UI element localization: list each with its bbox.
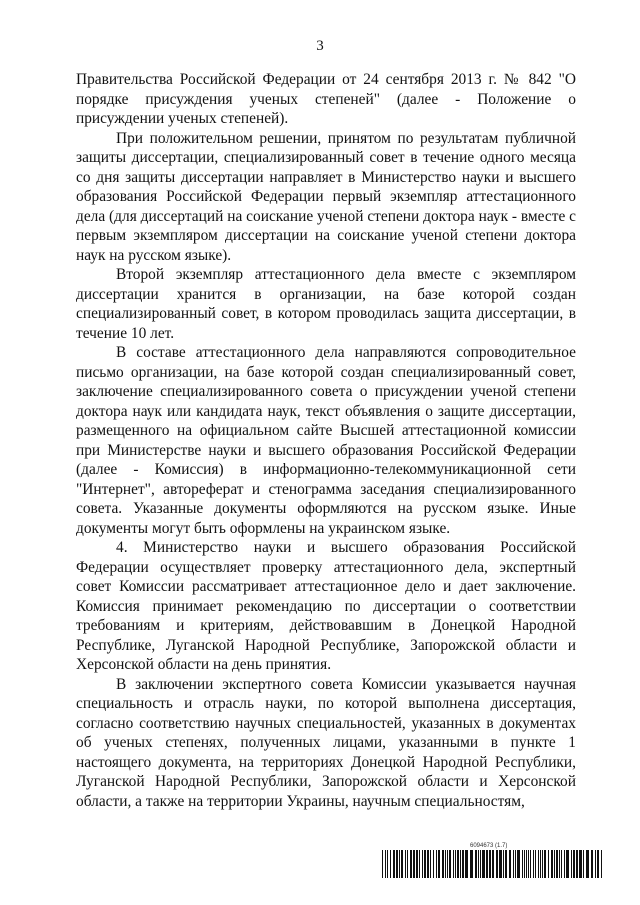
paragraph: При положительном решении, принятом по результатам публичной защиты диссертации, специализированный совет в течение одного месяца со дня защиты диссертации направляет в Министерство науки и высшего образования Российской Федерации первый экземпляр аттестационного дела (для диссертаций на соискание ученой степени доктора наук - вместе с первым экземпляром диссертации на соискание ученой степени доктора наук на русском языке).	[76, 129, 576, 264]
paragraph: 4. Министерство науки и высшего образования Российской Федерации осуществляет проверку аттестационного дела, экспертный совет Комиссии рассматривает аттестационное дело и дает заключение. Комиссия принимает рекомендацию по диссертации о соответствии требованиям и критериям, действовавшим в Донецкой Народной Республике, Луганской Народной Республике, Запорожской области и Херсонской области на день принятия.	[76, 539, 576, 673]
page-number: 3	[316, 38, 324, 54]
barcode-icon	[382, 850, 604, 878]
paragraph: Правительства Российской Федерации от 24 сентября 2013 г. № 842 "О порядке присуждения ученых степеней" (далее - Положение о присуждении ученых степеней).	[76, 71, 576, 127]
document-body	[76, 70, 576, 811]
paragraph: Второй экземпляр аттестационного дела вместе с экземпляром диссертации хранится в организации, на базе которой создан специализированный совет, в котором проводилась защита диссертации, в течение 10 лет.	[76, 266, 576, 342]
paragraph: В составе аттестационного дела направляются сопроводительное письмо организации, на базе которой создан специализированный совет, заключение специализированного совета о присуждении ученой степени доктора наук или кандидата наук, текст объявления о защите диссертации, размещенного на официальном сайте Высшей аттестационной комиссии при Министерстве науки и высшего образования Российской Федерации (далее - Комиссия) в информационно-телекоммуникационной сети "Интернет", автореферат и стенограмма заседания специализированного совета. Указанные документы оформляются на русском языке. Иные документы могут быть оформлены на украинском языке.	[76, 344, 576, 537]
barcode-label: 6094673 (1.7)	[470, 843, 508, 849]
paragraph: В заключении экспертного совета Комиссии указывается научная специальность и отрасль науки, по которой выполнена диссертация, согласно соответствию научных специальностей, указанных в документах об ученых степенях, полученных лицами, указанными в пункте 1 настоящего документа, на территориях Донецкой Народной Республики, Луганской Народной Республики, Запорожской области и Херсонской области, а также на территории Украины, научным специальностям,	[76, 675, 576, 810]
